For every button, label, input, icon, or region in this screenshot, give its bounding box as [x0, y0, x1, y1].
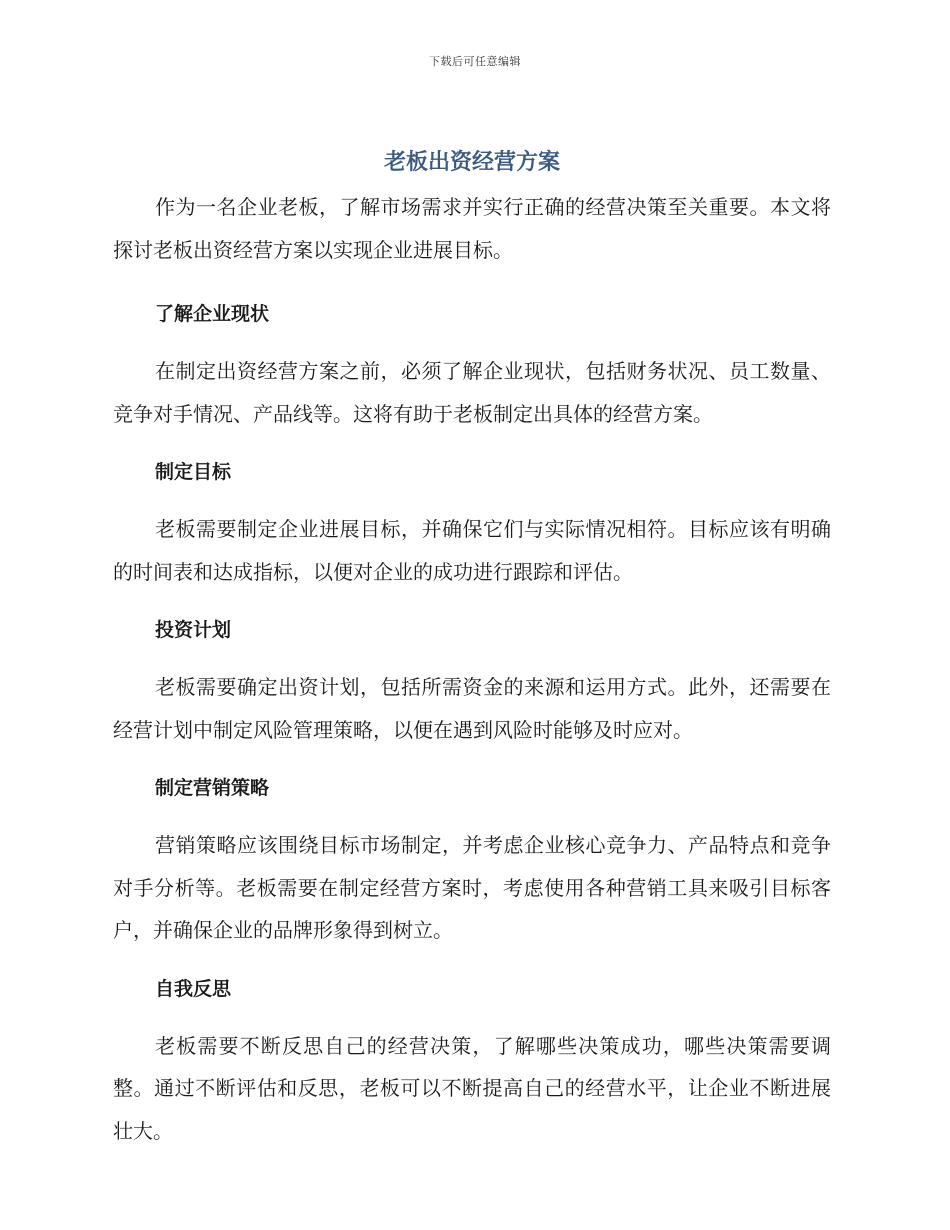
- section-paragraph: 老板需要制定企业进展目标，并确保它们与实际情况相符。目标应该有明确的时间表和达成指标，以便对企业的成功进行跟踪和评估。: [113, 517, 831, 584]
- section-paragraph: 在制定出资经营方案之前，必须了解企业现状，包括财务状况、员工数量、竞争对手情况、产品线等。这将有助于老板制定出具体的经营方案。: [113, 359, 831, 426]
- section-current-status: [113, 299, 831, 435]
- section-paragraph: 老板需要不断反思自己的经营决策，了解哪些决策成功，哪些决策需要调整。通过不断评估和反思，老板可以不断提高自己的经营水平，让企业不断进展壮大。: [113, 1033, 831, 1143]
- intro-paragraph: 作为一名企业老板，了解市场需求并实行正确的经营决策至关重要。本文将探讨老板出资经营方案以实现企业进展目标。: [113, 195, 831, 262]
- section-heading: 制定目标: [155, 461, 232, 483]
- section-paragraph: 老板需要确定出资计划，包括所需资金的来源和运用方式。此外，还需要在经营计划中制定风险管理策略，以便在遇到风险时能够及时应对。: [113, 675, 831, 742]
- section-investment-plan: [113, 615, 831, 751]
- document-title: 老板出资经营方案: [383, 150, 560, 175]
- section-heading: 了解企业现状: [155, 303, 270, 325]
- section-heading: 投资计划: [155, 619, 232, 641]
- section-self-reflection: [113, 974, 831, 1153]
- section-heading: 自我反思: [155, 977, 232, 1000]
- document-body: [113, 146, 831, 1152]
- page-header-note: 下载后可任意编辑: [429, 55, 521, 68]
- section-heading: 制定营销策略: [155, 777, 270, 799]
- section-set-goals: [113, 457, 831, 593]
- section-paragraph: 营销策略应该围绕目标市场制定，并考虑企业核心竞争力、产品特点和竞争对手分析等。老板需要在制定经营方案时，考虑使用各种营销工具来吸引目标客户，并确保企业的品牌形象得到树立。: [113, 833, 831, 942]
- section-marketing-strategy: [113, 773, 831, 952]
